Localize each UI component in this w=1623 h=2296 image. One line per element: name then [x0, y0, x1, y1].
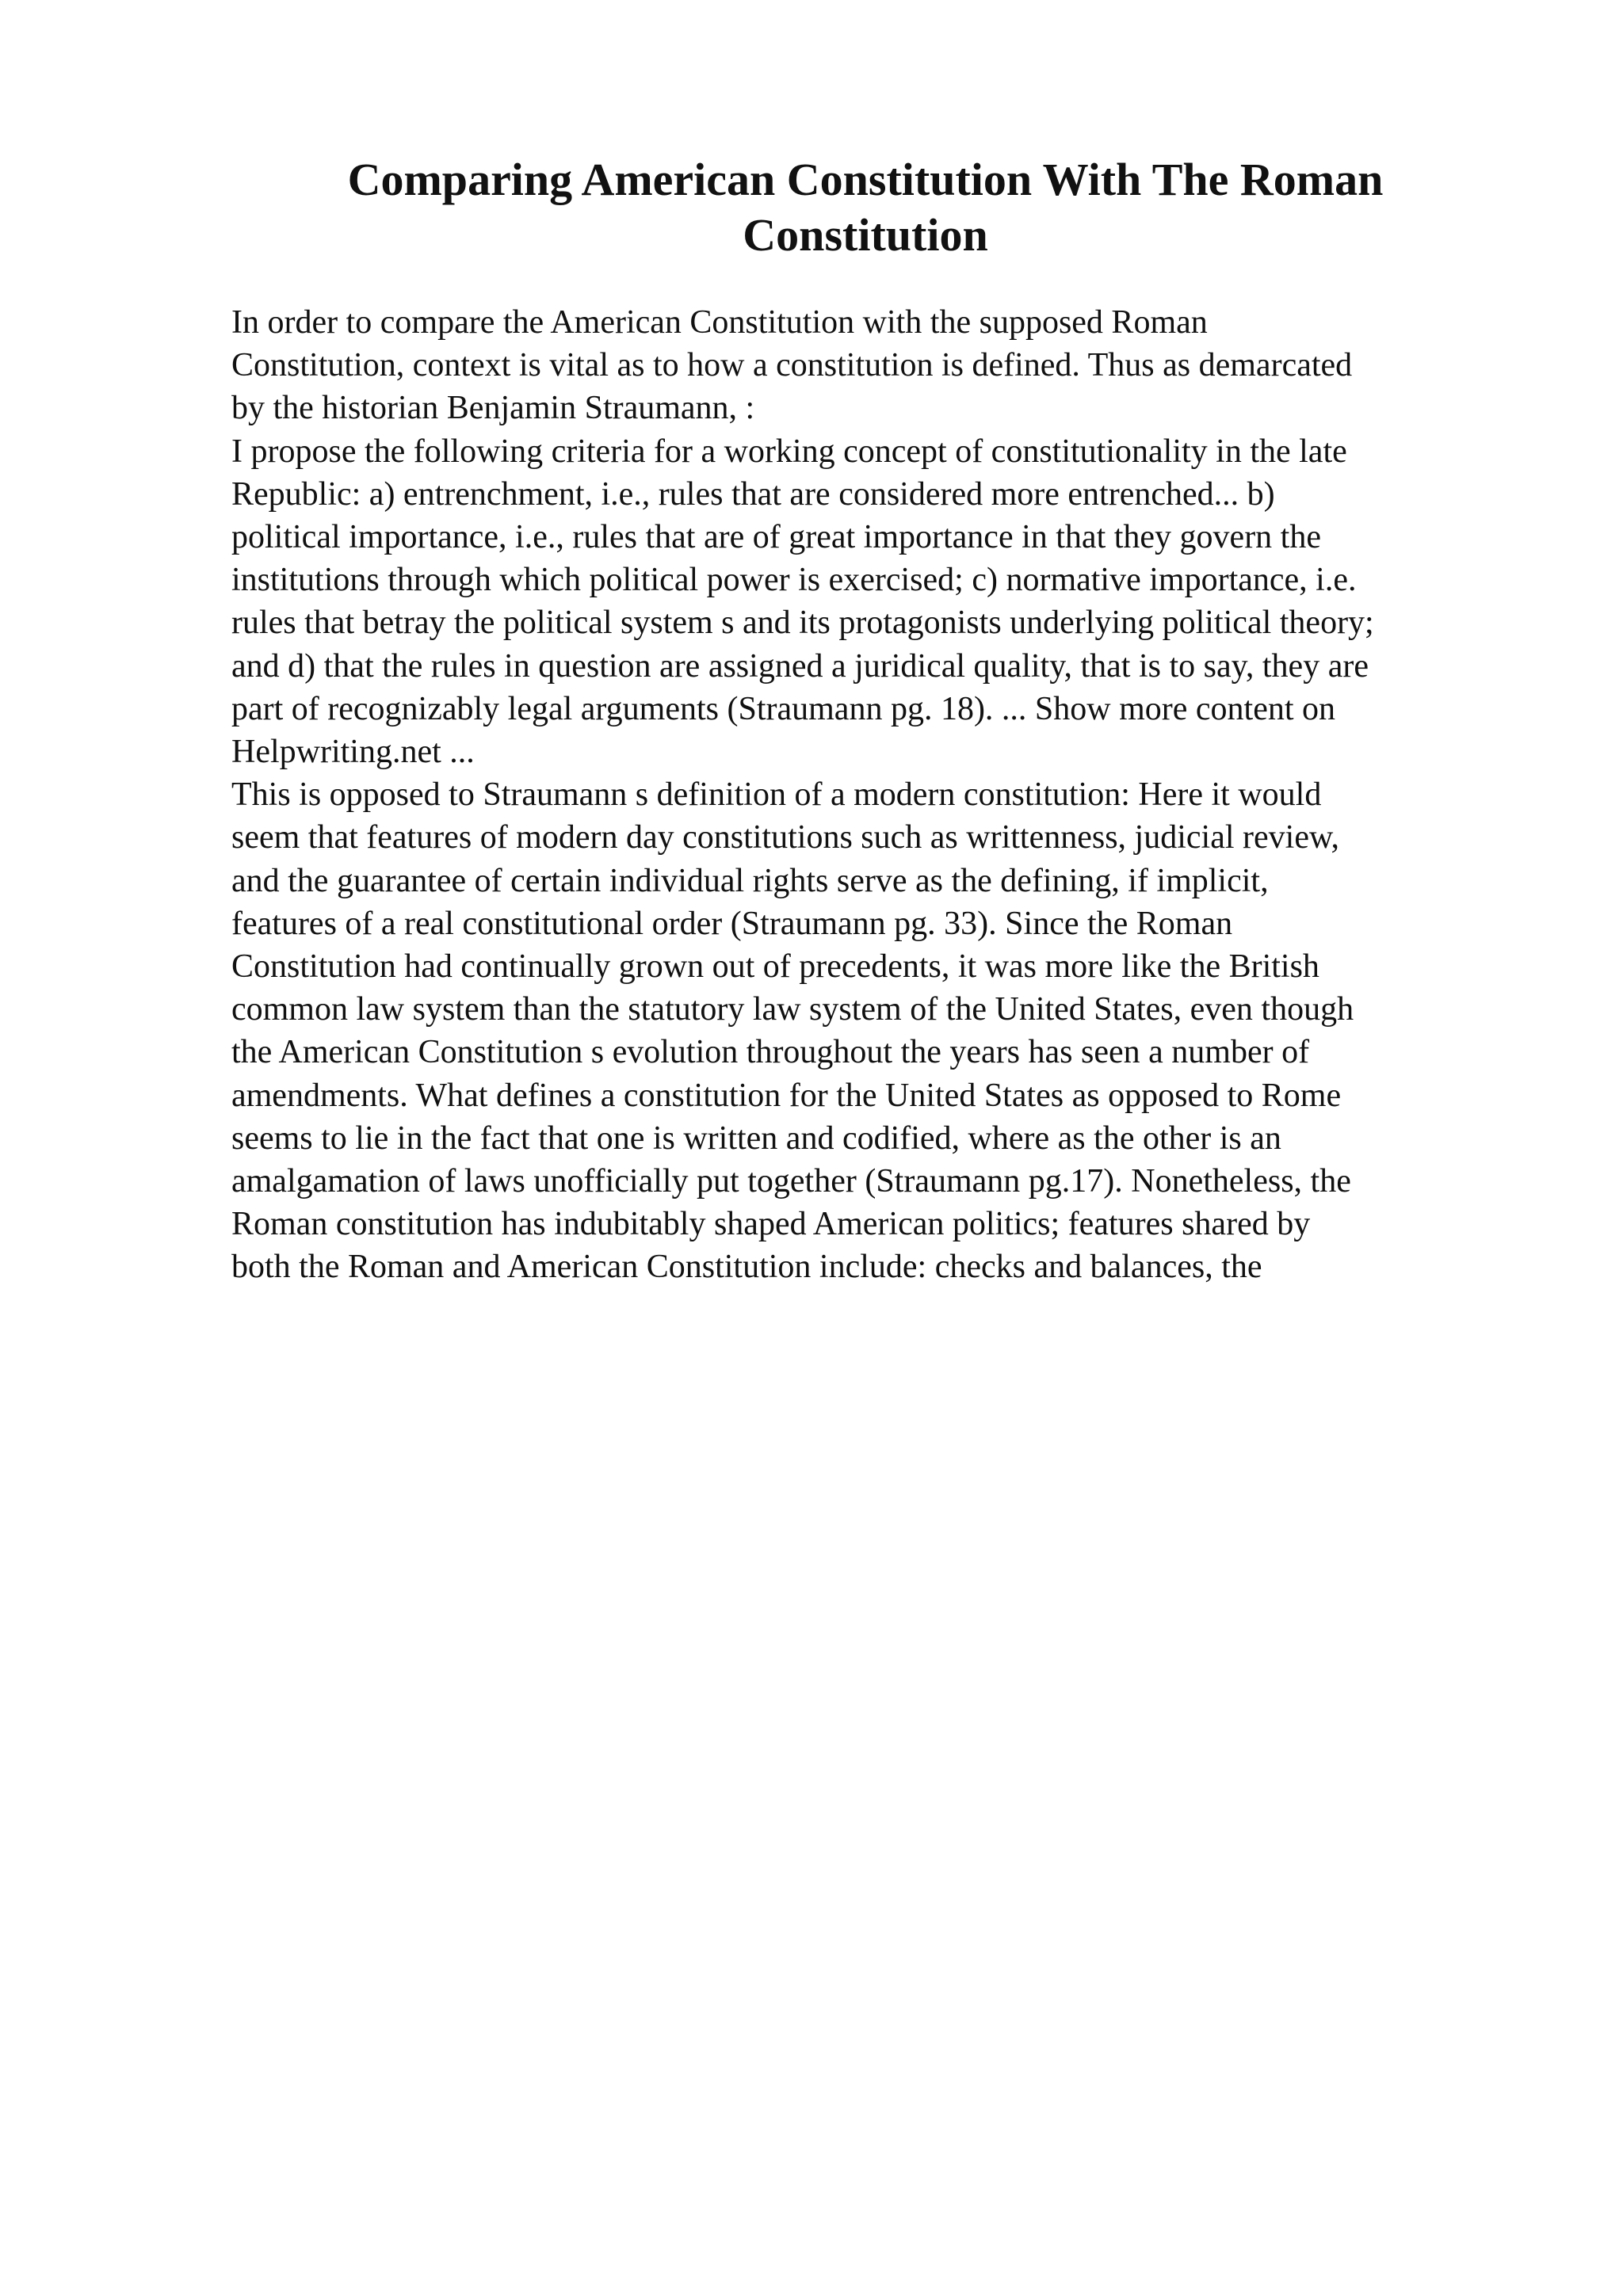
body-line: institutions through which political power is exercised; c) normative importance, i.e.: [231, 562, 1357, 599]
body-line: amalgamation of laws unofficially put together (Straumann pg.17). Nonetheless, the: [231, 1163, 1351, 1200]
body-line: by the historian Benjamin Straumann, :: [231, 390, 755, 427]
body-line: Helpwriting.net ...: [231, 734, 475, 771]
body-line: the American Constitution s evolution throughout the years has seen a number of: [231, 1034, 1310, 1071]
body-line: and d) that the rules in question are assigned a juridical quality, that is to say, they are: [231, 647, 1369, 685]
body-line: Roman constitution has indubitably shaped American politics; features shared by: [231, 1206, 1311, 1243]
body-line: In order to compare the American Constitution with the supposed Roman: [231, 304, 1208, 341]
body-line: amendments. What defines a constitution for the United States as opposed to Rome: [231, 1077, 1342, 1114]
body-line: seem that features of modern day constitutions such as writtenness, judicial review,: [231, 819, 1340, 856]
document-body: [231, 301, 1515, 1289]
document-title: [231, 152, 1499, 263]
body-line: political importance, i.e., rules that are of great importance in that they govern the: [231, 519, 1321, 556]
body-line: rules that betray the political system s and its protagonists underlying political theory;: [231, 605, 1374, 642]
body-line: both the Roman and American Constitution include: checks and balances, the: [231, 1249, 1262, 1286]
body-line: common law system than the statutory law system of the United States, even though: [231, 991, 1354, 1028]
body-line: This is opposed to Straumann s definition of a modern constitution: Here it would: [231, 776, 1322, 814]
title-line: Comparing American Constitution With The Roman: [347, 154, 1384, 205]
body-line: features of a real constitutional order (Straumann pg. 33). Since the Roman: [231, 905, 1233, 942]
body-line: part of recognizably legal arguments (Straumann pg. 18). ... Show more content on: [231, 690, 1336, 727]
title-line: Constitution: [743, 209, 988, 261]
body-line: Constitution, context is vital as to how a constitution is defined. Thus as demarcated: [231, 347, 1353, 384]
body-line: and the guarantee of certain individual rights serve as the defining, if implicit,: [231, 862, 1269, 899]
body-line: seems to lie in the fact that one is written and codified, where as the other is an: [231, 1119, 1281, 1157]
body-line: Constitution had continually grown out of precedents, it was more like the British: [231, 948, 1319, 986]
body-line: Republic: a) entrenchment, i.e., rules that are considered more entrenched... b): [231, 475, 1275, 513]
body-line: I propose the following criteria for a working concept of constitutionality in the late: [231, 433, 1347, 470]
